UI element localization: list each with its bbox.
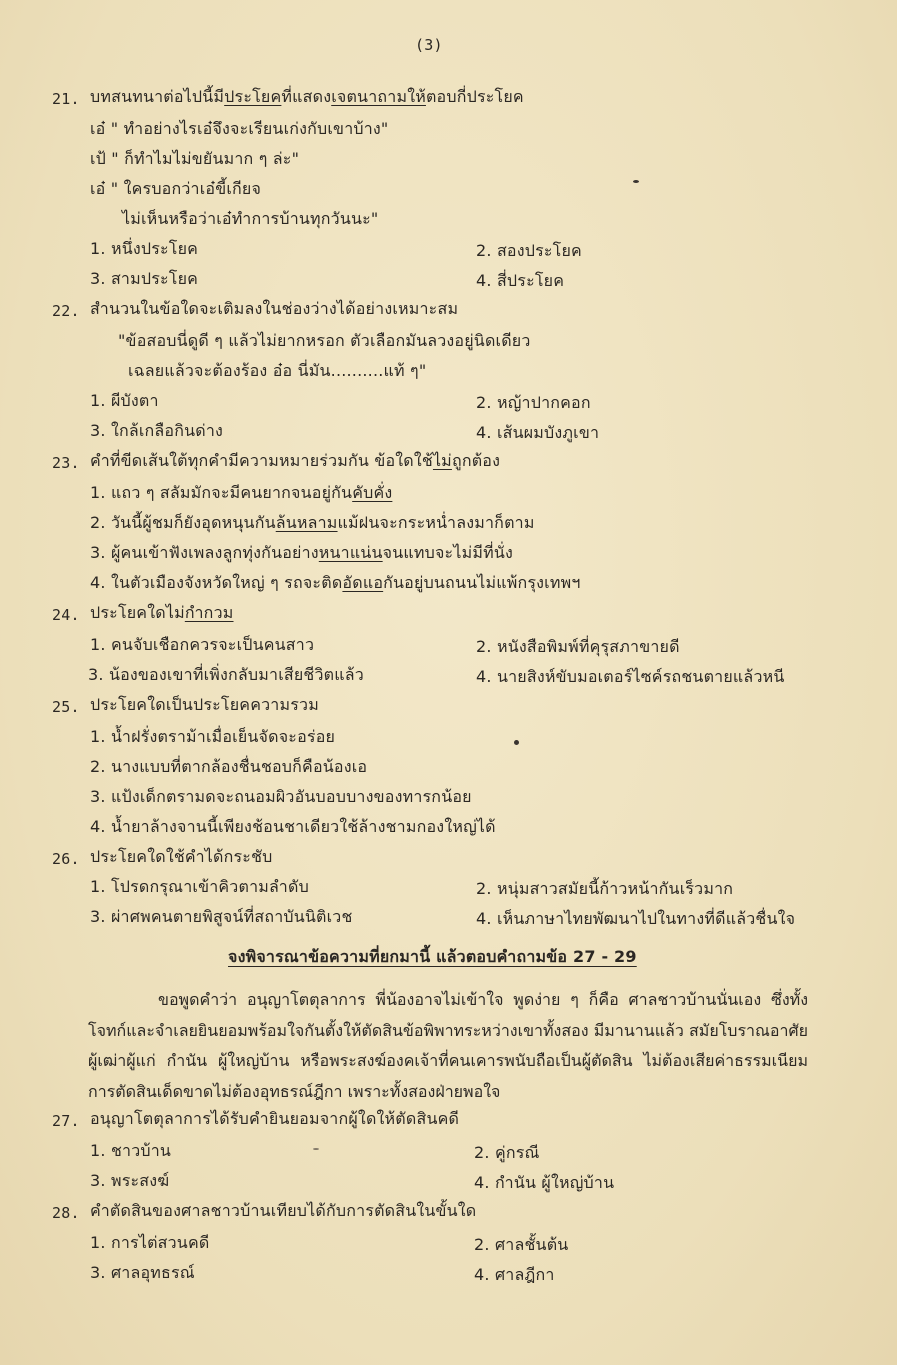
question-number: 25. — [52, 698, 80, 716]
question-number: 28. — [52, 1204, 80, 1222]
answer-option: 3. ใกล้เกลือกินด่าง — [90, 421, 224, 440]
dialogue-line: เป้ " ก็ทำไมไม่ขยันมาก ๆ ล่ะ" — [90, 149, 300, 168]
answer-option: 4. เส้นผมบังภูเขา — [476, 423, 600, 442]
question-stem: คำตัดสินของศาลชาวบ้านเทียบได้กับการตัดสินในขั้นใด — [90, 1201, 477, 1220]
answer-option: 1. หนึ่งประโยค — [90, 239, 199, 258]
question-stem: บทสนทนาต่อไปนี้มีประโยคที่แสดงเจตนาถามให้ตอบกี่ประโยค — [90, 87, 524, 106]
answer-option: 1. แถว ๆ สลัมมักจะมีคนยากจนอยู่กันคับคั่ง — [90, 483, 393, 502]
question-number: 21. — [52, 90, 80, 108]
answer-option: 2. หนังสือพิมพ์ที่คุรุสภาขายดี — [476, 637, 680, 656]
answer-option: 3. ผ่าศพคนตายพิสูจน์ที่สถาบันนิติเวช — [90, 907, 353, 926]
question-stem: อนุญาโตตุลาการได้รับคำยินยอมจากผู้ใดให้ตัดสินคดี — [90, 1109, 460, 1128]
answer-option: 3. แป้งเด็กตรามดจะถนอมผิวอันบอบบางของทารกน้อย — [90, 787, 472, 806]
answer-option: 3. น้องของเขาที่เพิ่งกลับมาเสียชีวิตแล้ว — [88, 665, 364, 684]
answer-option: 2. หญ้าปากคอก — [476, 393, 591, 412]
answer-option: 4. สี่ประโยค — [476, 271, 565, 290]
answer-option: 3. ผู้คนเข้าฟังเพลงลูกทุ่งกันอย่างหนาแน่นจนแทบจะไม่มีที่นั่ง — [90, 543, 513, 562]
quote-line: "ข้อสอบนี่ดูดี ๆ แล้วไม่ยากหรอก ตัวเลือกมันลวงอยู่นิดเดียว — [118, 331, 531, 350]
page-number: (3) — [415, 36, 443, 54]
paper-speck — [313, 1148, 319, 1150]
question-number: 27. — [52, 1112, 80, 1130]
answer-option: 4. น้ำยาล้างจานนี้เพียงช้อนชาเดียวใช้ล้างชามกองใหญ่ได้ — [90, 817, 496, 836]
answer-option: 4. นายสิงห์ขับมอเตอร์ไซค์รถชนตายแล้วหนี — [476, 667, 785, 686]
dialogue-line: เอ๋ " ใครบอกว่าเอ๋ขี้เกียจ — [90, 179, 262, 198]
question-stem: ประโยคใดไม่กำกวม — [90, 603, 234, 622]
dialogue-line: ไม่เห็นหรือว่าเอ๋ทำการบ้านทุกวันนะ" — [122, 209, 379, 228]
dialogue-line: เอ๋ " ทำอย่างไรเอ๋จึงจะเรียนเก่งกับเขาบ้าง" — [90, 119, 389, 138]
answer-option: 4. ในตัวเมืองจังหวัดใหญ่ ๆ รถจะติดอัดแอกันอยู่บนถนนไม่แพ้กรุงเทพฯ — [90, 573, 581, 592]
question-stem: คำที่ขีดเส้นใต้ทุกคำมีความหมายร่วมกัน ข้อใดใช้ไม่ถูกต้อง — [90, 451, 501, 470]
answer-option: 1. น้ำฝรั่งตราม้าเมื่อเย็นจัดจะอร่อย — [90, 727, 336, 746]
answer-option: 1. โปรดกรุณาเข้าคิวตามลำดับ — [90, 877, 309, 896]
answer-option: 2. หนุ่มสาวสมัยนี้ก้าวหน้ากันเร็วมาก — [476, 879, 734, 898]
paper-speck — [633, 180, 639, 183]
answer-option: 1. ชาวบ้าน — [90, 1141, 172, 1160]
question-stem: ประโยคใดใช้คำได้กระชับ — [90, 847, 273, 866]
question-stem: ประโยคใดเป็นประโยคความรวม — [90, 695, 319, 714]
reading-passage: ขอพูดคำว่า อนุญาโตตุลาการ พี่น้องอาจไม่เข้าใจ พูดง่าย ๆ ก็คือ ศาลชาวบ้านนั่นเอง ซึ่งทั้งโจทก์และจำเลยยินยอมพร้อมใจกันตั้งให้ตัดสินข้อพิพาทระหว่างเขาทั้งสอง มีมานานแล้ว สมัยโบราณอาศัยผู้เฒ่าผู้แก่ กำนัน ผู้ใหญ่บ้าน หรือพระสงฆ์องคเจ้าที่คนเคารพนับถือเป็นผู้ตัดสิน ไม่ต้องเสียค่าธรรมเนียม การตัดสินเด็ดขาดไม่ต้องอุทธรณ์ฎีกา เพราะทั้งสองฝ่ายพอใจ — [88, 990, 808, 1101]
question-number: 24. — [52, 606, 80, 624]
paper-speck — [514, 740, 519, 745]
answer-option: 2. นางแบบที่ตากล้องชื่นชอบก็คือน้องเอ — [90, 757, 368, 776]
quote-line: เฉลยแล้วจะต้องร้อง อ๋อ นี่มัน..........แท้ ๆ" — [128, 361, 427, 380]
question-number: 23. — [52, 454, 80, 472]
answer-option: 1. คนจับเชือกควรจะเป็นคนสาว — [90, 635, 315, 654]
answer-option: 3. ศาลอุทธรณ์ — [90, 1263, 195, 1282]
answer-option: 1. ผีบังตา — [90, 391, 159, 410]
question-number: 26. — [52, 850, 80, 868]
section-heading: จงพิจารณาข้อความที่ยกมานี้ แล้วตอบคำถามข้อ 27 - 29 — [228, 947, 637, 966]
answer-option: 2. วันนี้ผู้ชมก็ยังอุดหนุนกันล้นหลามแม้ฝนจะกระหน่ำลงมาก็ตาม — [90, 513, 535, 532]
question-number: 22. — [52, 302, 80, 320]
answer-option: 2. คู่กรณี — [474, 1143, 540, 1162]
answer-option: 2. ศาลชั้นต้น — [474, 1235, 569, 1254]
answer-option: 1. การไต่สวนคดี — [90, 1233, 210, 1252]
answer-option: 4. กำนัน ผู้ใหญ่บ้าน — [474, 1173, 615, 1192]
answer-option: 3. สามประโยค — [90, 269, 199, 288]
answer-option: 4. ศาลฎีกา — [474, 1265, 555, 1284]
answer-option: 3. พระสงฆ์ — [90, 1171, 170, 1190]
question-stem: สำนวนในข้อใดจะเติมลงในช่องว่างได้อย่างเหมาะสม — [90, 299, 459, 318]
answer-option: 2. สองประโยค — [476, 241, 582, 260]
answer-option: 4. เห็นภาษาไทยพัฒนาไปในทางที่ดีแล้วชื่นใจ — [476, 909, 796, 928]
